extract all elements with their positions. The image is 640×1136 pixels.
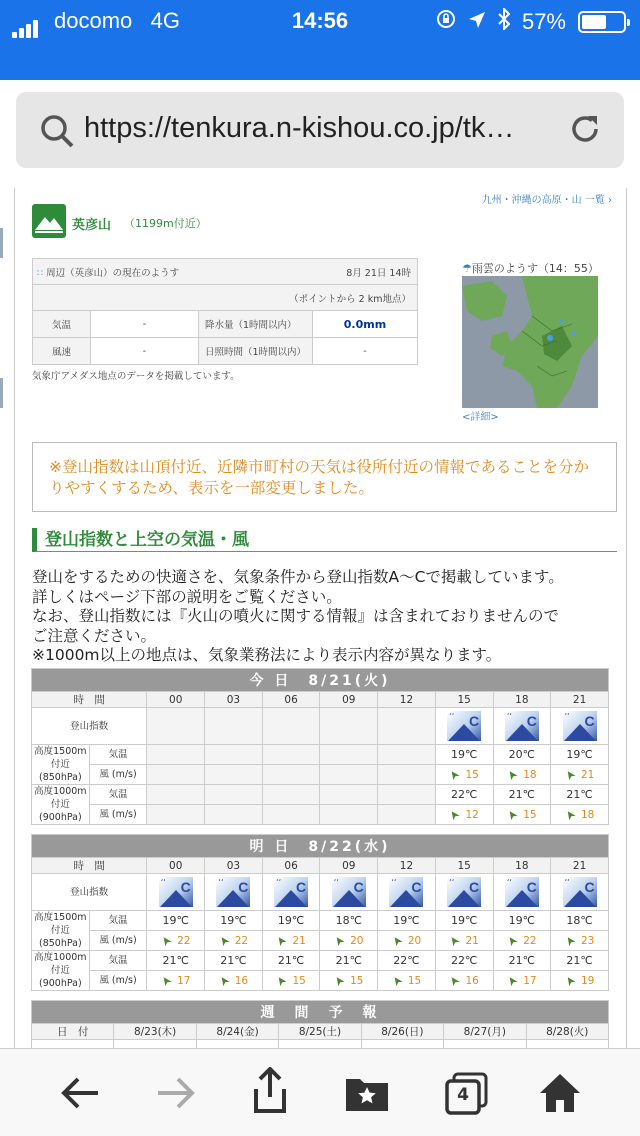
reload-icon[interactable] xyxy=(568,112,602,150)
wind-speed: 15 xyxy=(523,808,537,821)
index-letter: C xyxy=(238,879,249,895)
empty-cell xyxy=(262,785,320,805)
mountain-list-link[interactable]: 九州・沖縄の高原・山 一覧 › xyxy=(481,195,612,206)
description-line: ※1000m以上の地点は、気象業務法により表示内容が異なります。 xyxy=(32,646,502,664)
hour-label: 06 xyxy=(262,692,320,708)
wind-speed: 22 xyxy=(177,934,191,947)
altitude-text: 高度1000m付近 xyxy=(34,786,87,810)
temperature-value: 22℃ xyxy=(435,785,493,805)
wind-direction-icon: ➤ xyxy=(445,766,464,783)
wind-cell xyxy=(320,931,378,951)
empty-cell xyxy=(205,785,263,805)
bookmarks-icon[interactable] xyxy=(344,1073,390,1117)
weekly-date: 8/28(火) xyxy=(526,1024,608,1040)
hour-label: 21 xyxy=(551,692,609,708)
altitude-text: 高度1500m付近 xyxy=(34,912,87,936)
wind-cell xyxy=(551,765,609,785)
index-cell xyxy=(262,874,320,911)
day-title: 明 日 8/22(水) xyxy=(32,835,609,858)
wind-direction-icon: ➤ xyxy=(388,972,406,989)
empty-cell xyxy=(262,805,320,825)
description-line: 登山をするための快適さを、気象条件から登山指数A～Cで掲載しています。 xyxy=(32,568,564,586)
wind-cell xyxy=(320,971,378,991)
mountain-index-c-icon: ‘‘ C xyxy=(505,711,539,741)
wind-label: 風速 xyxy=(33,338,91,365)
index-letter: C xyxy=(469,879,480,895)
weekly-date: 8/23(木) xyxy=(114,1024,196,1040)
rain-value: 0.0mm xyxy=(313,311,418,338)
battery-percent: 57% xyxy=(521,9,566,34)
notice-box: ※登山指数は山頂付近、近隣市町村の天気は役所付近の情報であることを分かりやすくするため、表示を一部変更しました。 xyxy=(32,442,617,512)
description xyxy=(32,568,622,666)
temperature-value: 19℃ xyxy=(551,745,609,765)
time-label: 時 間 xyxy=(32,858,147,874)
weekly-date: 8/26(日) xyxy=(361,1024,443,1040)
empty-cell xyxy=(262,765,320,785)
empty-cell xyxy=(205,765,263,785)
empty-cell xyxy=(147,745,205,765)
current-conditions-table xyxy=(32,258,418,365)
network-type: 4G xyxy=(150,8,180,33)
index-letter: C xyxy=(411,879,422,895)
hour-label: 00 xyxy=(147,692,205,708)
empty-cell xyxy=(378,785,436,805)
wind-value: - xyxy=(91,338,199,365)
current-datetime: 8月 21日 14時 xyxy=(346,267,411,279)
temperature-value: 21℃ xyxy=(493,951,551,971)
wind-row-label: 風 (m/s) xyxy=(89,805,147,825)
wind-cell xyxy=(435,931,493,951)
temperature-value: 22℃ xyxy=(435,951,493,971)
wind-direction-icon: ➤ xyxy=(445,806,464,823)
index-cell xyxy=(147,874,205,911)
mountain-index-c-icon: ‘‘ C xyxy=(447,877,481,907)
umbrella-icon: ☂ xyxy=(462,262,472,275)
index-letter: C xyxy=(526,713,537,729)
wind-speed: 16 xyxy=(234,974,249,987)
wind-direction-icon: ➤ xyxy=(561,972,579,989)
temperature-value: 21℃ xyxy=(320,951,378,971)
mountain-index-c-icon: ‘‘ C xyxy=(159,877,193,907)
time-label: 時 間 xyxy=(32,692,147,708)
empty-cell xyxy=(205,745,263,765)
temp-row-label: 気温 xyxy=(89,951,147,971)
home-icon[interactable] xyxy=(538,1071,582,1119)
current-point: （ポイントから 2 km地点） xyxy=(33,285,418,311)
wind-cell xyxy=(378,931,436,951)
weekly-date: 8/27(月) xyxy=(444,1024,526,1040)
wind-speed: 17 xyxy=(523,974,537,987)
wind-row-label: 風 (m/s) xyxy=(89,765,147,785)
wind-direction-icon: ➤ xyxy=(272,972,291,989)
mountain-index-c-icon: ‘‘ C xyxy=(389,877,423,907)
wind-speed: 15 xyxy=(465,768,479,781)
temperature-value: 19℃ xyxy=(435,745,493,765)
empty-cell xyxy=(320,708,378,745)
empty-cell xyxy=(378,765,436,785)
temperature-value: 18℃ xyxy=(551,911,609,931)
empty-cell xyxy=(378,708,436,745)
temperature-value: 19℃ xyxy=(205,911,263,931)
empty-cell xyxy=(262,708,320,745)
clock: 14:56 xyxy=(291,8,349,33)
wind-speed: 18 xyxy=(580,808,595,821)
hour-label: 09 xyxy=(320,858,378,874)
empty-cell xyxy=(147,765,205,785)
weekly-date: 8/25(土) xyxy=(279,1024,361,1040)
wind-speed: 15 xyxy=(350,974,364,987)
hour-label: 18 xyxy=(493,692,551,708)
wind-direction-icon: ➤ xyxy=(561,806,579,823)
index-cell xyxy=(435,874,493,911)
index-letter: C xyxy=(469,713,480,729)
temperature-value: 21℃ xyxy=(262,951,320,971)
wind-direction-icon: ➤ xyxy=(330,932,348,949)
altitude-text: 高度1000m付近 xyxy=(34,952,87,976)
today-forecast-table xyxy=(31,668,609,825)
hour-label: 06 xyxy=(262,858,320,874)
wind-speed: 17 xyxy=(177,974,191,987)
empty-cell xyxy=(320,765,378,785)
empty-cell xyxy=(147,708,205,745)
section-title: 登山指数と上空の気温・風 xyxy=(32,528,617,552)
wind-direction-icon: ➤ xyxy=(215,932,233,949)
address-bar-area xyxy=(0,80,640,188)
wind-direction-icon: ➤ xyxy=(157,972,175,989)
empty-cell xyxy=(378,745,436,765)
index-cell xyxy=(205,874,263,911)
temperature-value: 19℃ xyxy=(262,911,320,931)
wind-speed: 21 xyxy=(292,934,306,947)
tabs-count: 4 xyxy=(457,1085,469,1105)
wind-cell xyxy=(435,971,493,991)
wind-speed: 23 xyxy=(580,934,595,947)
empty-cell xyxy=(320,785,378,805)
tomorrow-forecast-table xyxy=(31,834,609,991)
edge-marker xyxy=(0,378,3,408)
altitude-label xyxy=(32,745,90,785)
temperature-value: 18℃ xyxy=(320,911,378,931)
mountain-name: 英彦山 xyxy=(72,218,112,233)
hour-label: 00 xyxy=(147,858,205,874)
address-bar[interactable] xyxy=(16,92,624,168)
temperature-value: 21℃ xyxy=(205,951,263,971)
description-line: 詳しくはページ下部の説明をご覧ください。 xyxy=(32,587,342,606)
hour-label: 21 xyxy=(551,858,609,874)
page-header-strip xyxy=(0,42,640,80)
pressure-text: (850hPa) xyxy=(38,772,82,783)
wind-direction-icon: ➤ xyxy=(157,932,175,949)
mountain-altitude: （1199m付近） xyxy=(124,217,207,230)
temp-label: 気温 xyxy=(33,311,91,338)
empty-cell xyxy=(320,805,378,825)
wind-speed: 21 xyxy=(580,768,595,781)
wind-cell xyxy=(262,931,320,951)
index-letter: C xyxy=(180,879,191,895)
hour-label: 18 xyxy=(493,858,551,874)
index-label: 登山指数 xyxy=(32,874,147,911)
hour-label: 12 xyxy=(378,692,436,708)
temperature-value: 19℃ xyxy=(378,911,436,931)
rotation-lock-icon xyxy=(436,9,456,35)
web-page xyxy=(0,188,640,1048)
wind-cell xyxy=(551,805,609,825)
sunshine-value: - xyxy=(313,338,418,365)
wind-cell xyxy=(205,971,263,991)
temperature-value: 20℃ xyxy=(493,745,551,765)
empty-cell xyxy=(262,745,320,765)
pressure-text: (850hPa) xyxy=(38,938,82,949)
hour-label: 03 xyxy=(205,858,263,874)
location-icon xyxy=(468,9,486,35)
current-title: 周辺（英彦山）の現在のようす xyxy=(46,267,180,279)
battery-icon xyxy=(578,11,626,33)
wind-direction-icon: ➤ xyxy=(388,932,406,949)
wind-row-label: 風 (m/s) xyxy=(89,931,147,951)
index-cell xyxy=(493,708,551,745)
wind-speed: 22 xyxy=(234,934,249,947)
wind-cell xyxy=(147,931,205,951)
pressure-text: (900hPa) xyxy=(38,978,82,989)
index-cell xyxy=(551,708,609,745)
rain-label: 降水量（1時間以内） xyxy=(199,311,313,338)
wind-cell xyxy=(551,971,609,991)
index-cell xyxy=(551,874,609,911)
day-title: 今 日 8/21(火) xyxy=(32,669,609,692)
wind-direction-icon: ➤ xyxy=(503,806,521,823)
wind-direction-icon: ➤ xyxy=(215,972,233,989)
description-line: なお、登山指数には『火山の噴火に関する情報』は含まれておりませんので xyxy=(32,607,560,625)
mountain-index-c-icon: ‘‘ C xyxy=(563,877,597,907)
wind-speed: 19 xyxy=(580,974,595,987)
empty-cell xyxy=(378,805,436,825)
url-text[interactable]: https://tenkura.n-kishou.co.jp/tk… xyxy=(84,112,515,144)
radar-map-image[interactable] xyxy=(462,276,598,408)
sunshine-label: 日照時間（1時間以内） xyxy=(199,338,313,365)
date-label: 日 付 xyxy=(32,1024,114,1040)
wind-direction-icon: ➤ xyxy=(445,932,464,949)
index-cell xyxy=(378,874,436,911)
index-cell xyxy=(435,708,493,745)
wind-speed: 18 xyxy=(523,768,537,781)
wind-speed: 12 xyxy=(465,808,479,821)
wind-direction-icon: ➤ xyxy=(503,972,521,989)
wind-cell xyxy=(551,931,609,951)
back-icon[interactable] xyxy=(58,1071,102,1119)
wind-cell xyxy=(493,931,551,951)
wind-direction-icon: ➤ xyxy=(561,766,579,783)
wind-direction-icon: ➤ xyxy=(272,932,291,949)
empty-cell xyxy=(320,745,378,765)
index-letter: C xyxy=(353,879,364,895)
weekly-forecast-table xyxy=(31,1000,609,1048)
temperature-value: 21℃ xyxy=(147,951,205,971)
wind-speed: 15 xyxy=(292,974,306,987)
temp-value: - xyxy=(91,311,199,338)
wind-cell xyxy=(493,765,551,785)
edge-marker xyxy=(0,228,3,258)
temperature-value: 19℃ xyxy=(435,911,493,931)
hour-label: 09 xyxy=(320,692,378,708)
pressure-text: (900hPa) xyxy=(38,812,82,823)
empty-cell xyxy=(147,785,205,805)
wind-cell xyxy=(205,931,263,951)
wind-direction-icon: ➤ xyxy=(561,932,579,949)
forward-icon[interactable] xyxy=(154,1071,198,1119)
temperature-value: 21℃ xyxy=(551,951,609,971)
wind-cell xyxy=(493,805,551,825)
wind-cell xyxy=(378,971,436,991)
temperature-value: 19℃ xyxy=(493,911,551,931)
hour-label: 15 xyxy=(435,692,493,708)
browser-toolbar xyxy=(0,1048,640,1136)
altitude-label xyxy=(32,951,90,991)
wind-speed: 16 xyxy=(465,974,479,987)
wind-direction-icon: ➤ xyxy=(503,932,521,949)
weekly-title: 週 間 予 報 xyxy=(32,1001,609,1024)
hour-label: 15 xyxy=(435,858,493,874)
radar-detail-link[interactable]: <詳細> xyxy=(462,412,499,423)
mountain-index-c-icon: ‘‘ C xyxy=(274,877,308,907)
index-cell xyxy=(320,874,378,911)
temperature-value: 21℃ xyxy=(493,785,551,805)
right-border xyxy=(626,188,627,1048)
temp-row-label: 気温 xyxy=(89,911,147,931)
altitude-label xyxy=(32,911,90,951)
temp-row-label: 気温 xyxy=(89,785,147,805)
left-border xyxy=(14,188,15,1048)
hour-label: 12 xyxy=(378,858,436,874)
temperature-value: 22℃ xyxy=(378,951,436,971)
wind-direction-icon: ➤ xyxy=(503,766,521,783)
wind-cell xyxy=(147,971,205,991)
hour-label: 03 xyxy=(205,692,263,708)
temperature-value: 19℃ xyxy=(147,911,205,931)
amedas-note: 気象庁アメダス地点のデータを掲載しています。 xyxy=(32,371,240,382)
weekly-date: 8/24(金) xyxy=(196,1024,278,1040)
wind-row-label: 風 (m/s) xyxy=(89,971,147,991)
description-line: ご注意ください。 xyxy=(32,626,157,645)
bluetooth-icon xyxy=(498,8,510,36)
temperature-value: 21℃ xyxy=(551,785,609,805)
index-letter: C xyxy=(526,879,537,895)
share-icon[interactable] xyxy=(248,1067,292,1119)
wind-direction-icon: ➤ xyxy=(330,972,348,989)
wind-cell xyxy=(435,805,493,825)
mountain-index-c-icon: ‘‘ C xyxy=(505,877,539,907)
wind-speed: 21 xyxy=(465,934,479,947)
mountain-index-c-icon: ‘‘ C xyxy=(216,877,250,907)
mountain-index-c-icon: ‘‘ C xyxy=(332,877,366,907)
index-cell xyxy=(493,874,551,911)
index-letter: C xyxy=(584,879,595,895)
radar-title: 雨雲のようす（14：55） xyxy=(471,262,599,275)
temp-row-label: 気温 xyxy=(89,745,147,765)
wind-direction-icon: ➤ xyxy=(445,972,464,989)
index-label: 登山指数 xyxy=(32,708,147,745)
altitude-label xyxy=(32,785,90,825)
search-icon xyxy=(40,114,74,152)
empty-cell xyxy=(147,805,205,825)
index-letter: C xyxy=(584,713,595,729)
mountain-icon xyxy=(32,204,66,238)
empty-cell xyxy=(205,805,263,825)
empty-cell xyxy=(205,708,263,745)
altitude-text: 高度1500m付近 xyxy=(34,746,87,770)
wind-speed: 20 xyxy=(407,934,422,947)
dots-icon: ∷ xyxy=(37,267,44,279)
wind-cell xyxy=(262,971,320,991)
carrier: docomo xyxy=(54,8,133,33)
mountain-index-c-icon: ‘‘ C xyxy=(563,711,597,741)
mountain-index-c-icon: ‘‘ C xyxy=(447,711,481,741)
wind-speed: 22 xyxy=(523,934,537,947)
wind-speed: 15 xyxy=(407,974,422,987)
wind-speed: 20 xyxy=(350,934,364,947)
index-letter: C xyxy=(295,879,307,895)
wind-cell xyxy=(493,971,551,991)
status-bar xyxy=(0,0,640,42)
wind-cell xyxy=(435,765,493,785)
